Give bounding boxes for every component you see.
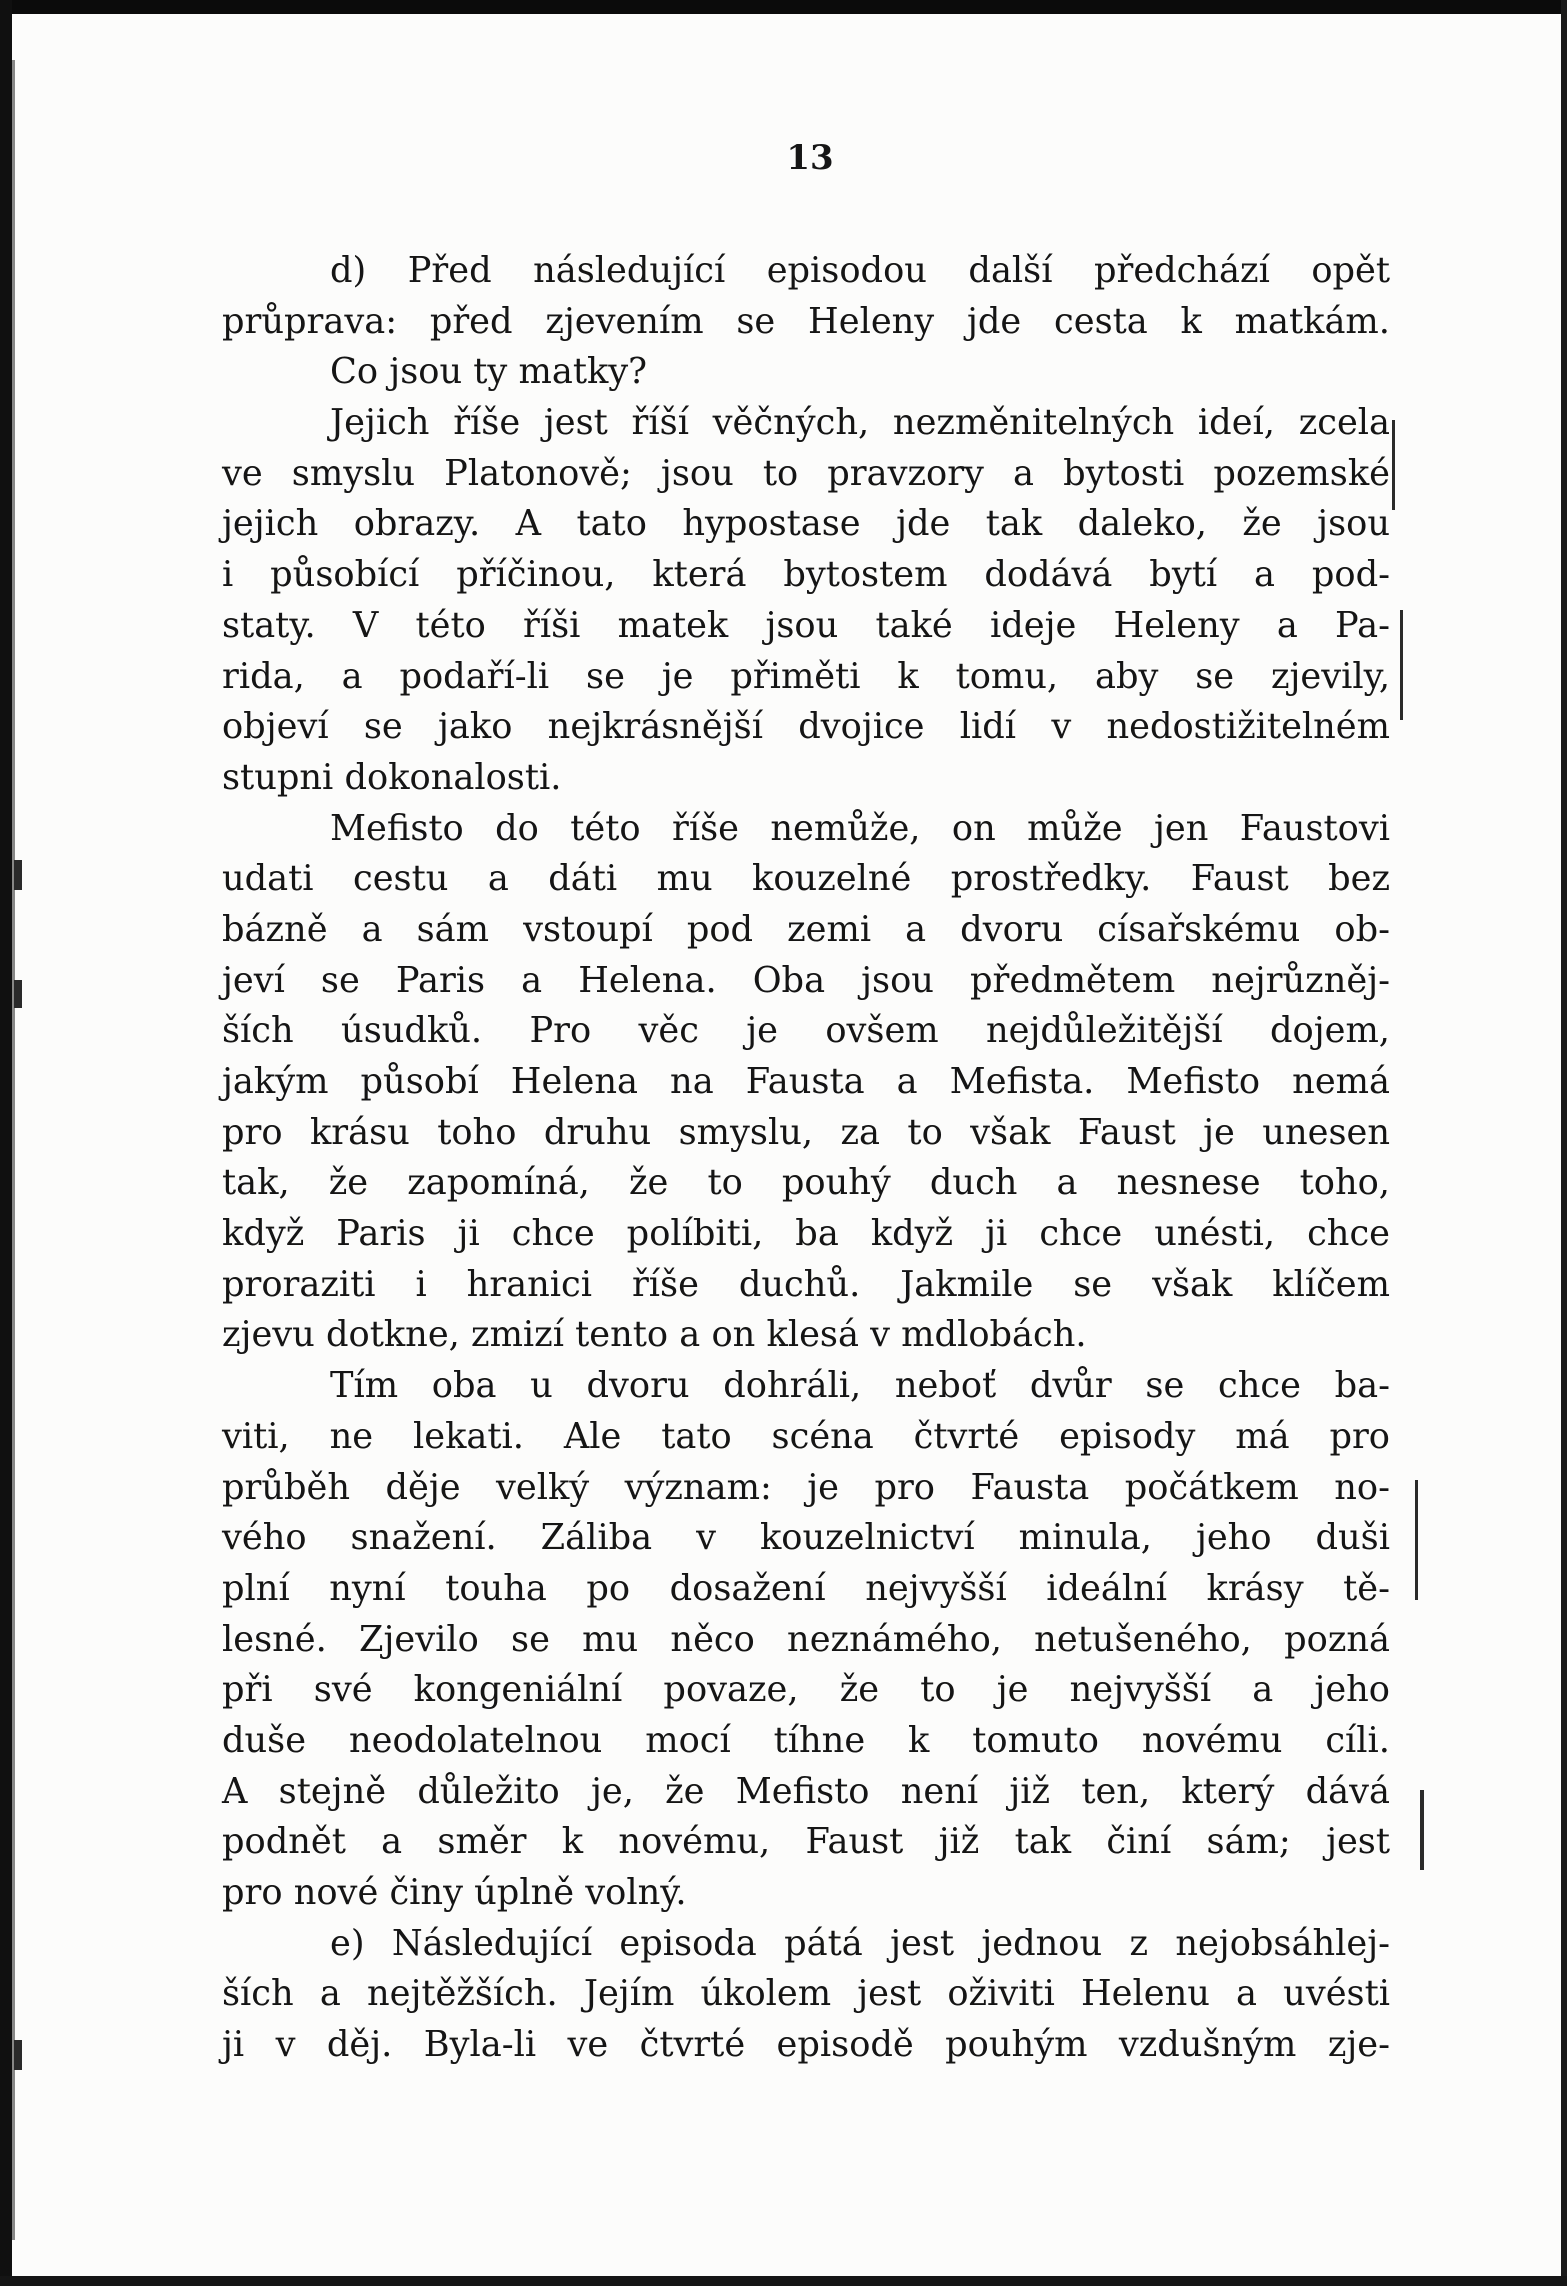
text-line: rida, a podaří-li se je přiměti k tomu, aby se zjevily, (222, 655, 1390, 697)
text-line: udati cestu a dáti mu kouzelné prostředky. Faust bez (222, 858, 1390, 900)
text-line: i působící příčinou, která bytostem dodává bytí a pod- (222, 554, 1390, 596)
text-line: duše neodolatelnou mocí tíhne k tomuto novému cíli. (222, 1719, 1390, 1761)
page-edge-right (1561, 0, 1567, 2286)
text-line: Jejich říše jest říší věčných, nezměnitelných ideí, zcela (330, 402, 1390, 444)
scan-artifact (1400, 610, 1403, 720)
text-line: průprava: před zjevením se Heleny jde cesta k matkám. (222, 300, 1390, 342)
page-number: 13 (786, 138, 834, 178)
page-edge-bottom (0, 2276, 1567, 2286)
scan-artifact (14, 980, 22, 1008)
text-line: tak, že zapomíná, že to pouhý duch a nesnese toho, (222, 1162, 1390, 1204)
text-line: Co jsou ty matky? (330, 351, 648, 393)
text-line: při své kongeniální povaze, že to je nejvyšší a jeho (222, 1669, 1390, 1711)
scan-artifact (14, 860, 22, 890)
scan-artifact (1392, 420, 1395, 510)
text-line: pro krásu toho druhu smyslu, za to však Faust je unesen (222, 1111, 1390, 1153)
text-line: ších a nejtěžších. Jejím úkolem jest oživiti Helenu a uvésti (222, 1973, 1390, 2015)
text-line: ve smyslu Platonově; jsou to pravzory a bytosti pozemské (222, 452, 1390, 494)
text-line: stupni dokonalosti. (222, 756, 562, 798)
page-edge-left (0, 0, 12, 2286)
text-line: pro nové činy úplně volný. (222, 1872, 687, 1913)
text-line: ji v děj. Byla-li ve čtvrté episodě pouhým vzdušným zje- (222, 2024, 1390, 2066)
text-line: Tím oba u dvoru dohráli, neboť dvůr se chce ba- (330, 1365, 1390, 1407)
text-line: proraziti i hranici říše duchů. Jakmile se však klíčem (222, 1263, 1390, 1305)
text-line: zjevu dotkne, zmizí tento a on klesá v mdlobách. (222, 1314, 1087, 1356)
text-line: jejich obrazy. A tato hypostase jde tak daleko, že jsou (222, 503, 1390, 545)
text-line: lesné. Zjevilo se mu něco neznámého, netušeného, pozná (222, 1618, 1390, 1660)
text-line: když Paris ji chce políbiti, ba když ji chce unésti, chce (222, 1213, 1390, 1255)
page-edge-left-shadow (12, 60, 15, 2240)
page-edge-top (0, 0, 1567, 14)
scan-artifact (1415, 1480, 1418, 1600)
text-line: Mefisto do této říše nemůže, on může jen Faustovi (330, 807, 1390, 849)
scan-artifact (14, 2040, 22, 2070)
scan-artifact (1420, 1790, 1424, 1870)
text-line: průběh děje velký význam: je pro Fausta počátkem no- (222, 1466, 1390, 1508)
text-line: podnět a směr k novému, Faust již tak činí sám; jest (222, 1821, 1390, 1863)
text-line: d) Před následující episodou další předchází opět (330, 250, 1390, 291)
text-line: objeví se jako nejkrásnější dvojice lidí v nedostižitelném (222, 706, 1390, 748)
text-line: ších úsudků. Pro věc je ovšem nejdůležitější dojem, (222, 1010, 1390, 1052)
text-line: viti, ne lekati. Ale tato scéna čtvrté episody má pro (222, 1415, 1390, 1457)
text-line: staty. V této říši matek jsou také ideje Heleny a Pa- (222, 604, 1390, 646)
body-text (222, 246, 1390, 2071)
text-line: plní nyní touha po dosažení nejvyšší ideální krásy tě- (222, 1567, 1390, 1609)
text-line: e) Následující episoda pátá jest jednou z nejobsáhlej- (330, 1922, 1390, 1964)
text-line: A stejně důležito je, že Mefisto není již ten, který dává (222, 1770, 1390, 1812)
text-line: vého snažení. Záliba v kouzelnictví minula, jeho duši (222, 1517, 1390, 1559)
text-line: jakým působí Helena na Fausta a Mefista. Mefisto nemá (222, 1061, 1390, 1102)
text-line: bázně a sám vstoupí pod zemi a dvoru císařskému ob- (222, 908, 1390, 950)
text-line: jeví se Paris a Helena. Oba jsou předmětem nejrůzněj- (222, 959, 1390, 1001)
